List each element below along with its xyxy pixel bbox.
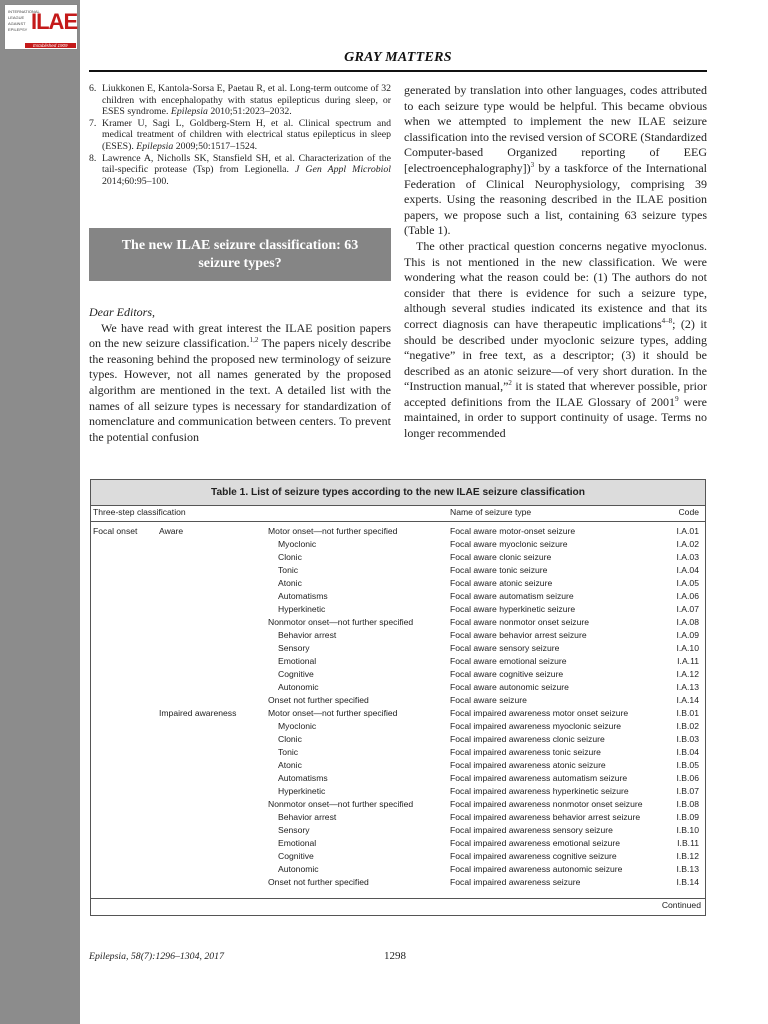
reference-item: 8. Lawrence A, Nicholls SK, Stansfield SH, et al. Characterization of the tail-specific protease (Tsp) from Legionella. J Gen Appl Microbiol 2014;60:95–100. bbox=[89, 152, 391, 187]
cell-code: I.A.01 bbox=[676, 526, 699, 536]
table-row bbox=[91, 655, 705, 668]
paragraph: generated by translation into other languages, codes attributed to each seizure type would be helpful. This became obvious when we attempted to implement the new ILAE seizure classification into the revised version of SCORE (Standardized Computer-based Organized reporting of EEG [electroencephalography])$^3$ by a taskforce of the International Federation of Clinical Neurophysiology, comprising 39 experts. Using the reasoning described in the ILAE position papers, we propose such a list, containing 63 seizure types (Table 1). bbox=[404, 83, 707, 238]
cell-code: I.B.04 bbox=[676, 747, 699, 757]
cell-classification: Clonic bbox=[278, 552, 302, 562]
cell-code: I.B.05 bbox=[676, 760, 699, 770]
table-row bbox=[91, 668, 705, 681]
cell-code: I.A.07 bbox=[676, 604, 699, 614]
paragraph: We have read with great interest the ILAE position papers on the new seizure classification.$^{1,2}$ The papers nicely describe the reasoning behind the proposed new terminology of seizure types. However, not all names generated by the proposed algorithm are mentioned in the text. A detailed list with the names of all seizure types is necessary for standardization of nomenclature and communication between centers. To prevent the potential confusion bbox=[89, 320, 391, 444]
table-row bbox=[91, 733, 705, 746]
cell-classification: Myoclonic bbox=[278, 721, 317, 731]
cell-classification: Emotional bbox=[278, 838, 317, 848]
cell-seizure-name: Focal aware atonic seizure bbox=[450, 578, 553, 588]
cell-classification: Cognitive bbox=[278, 669, 314, 679]
table-row bbox=[91, 720, 705, 733]
article-title: The new ILAE seizure classification: 63 seizure types? bbox=[121, 237, 359, 271]
cell-code: I.A.10 bbox=[676, 643, 699, 653]
cell-seizure-name: Focal impaired awareness automatism seizure bbox=[450, 773, 628, 783]
cell-classification: Cognitive bbox=[278, 851, 314, 861]
logo-mark: ILAE bbox=[31, 9, 78, 34]
table-row bbox=[91, 837, 705, 850]
table-row bbox=[91, 746, 705, 759]
table-row bbox=[91, 785, 705, 798]
table-bottom-rule bbox=[91, 898, 705, 899]
table-continued: Continued bbox=[661, 900, 701, 910]
table-row bbox=[91, 707, 705, 720]
cell-code: I.A.12 bbox=[676, 669, 699, 679]
cell-classification: Tonic bbox=[278, 565, 299, 575]
cell-seizure-name: Focal aware behavior arrest seizure bbox=[450, 630, 587, 640]
cell-seizure-name: Focal impaired awareness atonic seizure bbox=[450, 760, 606, 770]
table-row bbox=[91, 694, 705, 707]
cell-classification: Motor onset—not further specified bbox=[268, 708, 398, 718]
cell-code: I.A.03 bbox=[676, 552, 699, 562]
cell-classification: Sensory bbox=[278, 825, 310, 835]
cell-classification: Onset not further specified bbox=[268, 877, 369, 887]
paragraph: The other practical question concerns negative myoclonus. This is not mentioned in the new classification. We were wondering what the reason could be: (1) The authors do not consider that there is evidence for such a seizure type, although several studies indicated its existence and that its correct diagnosis can have therapeutic implications$^{4-8}$; (2) it should be described under myoclonic seizure types, adding “negative” in free text, as a descriptor; (3) it should be described as an atonic seizure—of very short duration. In the “Instruction manual,”$^2$ it is stated that wherever possible, prior accepted definitions from the ILAE Glossary of 2001$^9$ were maintained, in order to support continuity of usage. Terms no longer recommended bbox=[404, 238, 708, 441]
cell-awareness: Aware bbox=[159, 526, 184, 536]
table-row bbox=[91, 850, 705, 863]
table-row bbox=[91, 525, 705, 538]
table-row bbox=[91, 798, 705, 811]
cell-classification: Nonmotor onset—not further specified bbox=[268, 617, 414, 627]
article-title-box bbox=[89, 228, 391, 281]
reference-list bbox=[89, 83, 391, 187]
cell-seizure-name: Focal impaired awareness tonic seizure bbox=[450, 747, 601, 757]
cell-classification: Behavior arrest bbox=[278, 812, 337, 822]
table-row bbox=[91, 642, 705, 655]
cell-code: I.B.12 bbox=[676, 851, 699, 861]
cell-code: I.A.13 bbox=[676, 682, 699, 692]
cell-code: I.A.04 bbox=[676, 565, 699, 575]
cell-classification: Autonomic bbox=[278, 864, 319, 874]
table-row bbox=[91, 551, 705, 564]
cell-seizure-name: Focal aware cognitive seizure bbox=[450, 669, 564, 679]
table-row bbox=[91, 876, 705, 889]
seizure-types-table bbox=[90, 479, 706, 916]
table-row bbox=[91, 616, 705, 629]
header-code: Code bbox=[678, 507, 699, 517]
header-rule bbox=[89, 70, 707, 72]
table-row bbox=[91, 772, 705, 785]
cell-code: I.A.09 bbox=[676, 630, 699, 640]
cell-classification: Nonmotor onset—not further specified bbox=[268, 799, 414, 809]
cell-code: I.B.10 bbox=[676, 825, 699, 835]
footer-journal: Epilepsia, 58(7):1296–1304, 2017 bbox=[89, 951, 224, 962]
cell-seizure-name: Focal impaired awareness cognitive seizure bbox=[450, 851, 617, 861]
cell-classification: Onset not further specified bbox=[268, 695, 369, 705]
table-row bbox=[91, 863, 705, 876]
cell-seizure-name: Focal impaired awareness emotional seizure bbox=[450, 838, 621, 848]
cell-classification: Emotional bbox=[278, 656, 317, 666]
cell-onset: Focal onset bbox=[93, 526, 138, 536]
table-body bbox=[91, 525, 705, 889]
running-title: GRAY MATTERS bbox=[344, 50, 452, 65]
cell-code: I.B.01 bbox=[676, 708, 699, 718]
cell-classification: Automatisms bbox=[278, 773, 328, 783]
table-row bbox=[91, 590, 705, 603]
cell-code: I.B.03 bbox=[676, 734, 699, 744]
cell-seizure-name: Focal aware motor-onset seizure bbox=[450, 526, 576, 536]
salutation: Dear Editors, bbox=[89, 305, 155, 319]
cell-seizure-name: Focal aware emotional seizure bbox=[450, 656, 567, 666]
cell-seizure-name: Focal aware autonomic seizure bbox=[450, 682, 569, 692]
cell-code: I.A.08 bbox=[676, 617, 699, 627]
cell-awareness: Impaired awareness bbox=[159, 708, 237, 718]
cell-seizure-name: Focal impaired awareness behavior arrest seizure bbox=[450, 812, 641, 822]
cell-classification: Atonic bbox=[278, 578, 302, 588]
cell-classification: Sensory bbox=[278, 643, 310, 653]
cell-seizure-name: Focal aware seizure bbox=[450, 695, 527, 705]
table-row bbox=[91, 824, 705, 837]
cell-seizure-name: Focal aware hyperkinetic seizure bbox=[450, 604, 576, 614]
cell-classification: Clonic bbox=[278, 734, 302, 744]
table-row bbox=[91, 681, 705, 694]
cell-code: I.A.14 bbox=[676, 695, 699, 705]
cell-seizure-name: Focal aware myoclonic seizure bbox=[450, 539, 568, 549]
cell-code: I.B.02 bbox=[676, 721, 699, 731]
cell-seizure-name: Focal aware nonmotor onset seizure bbox=[450, 617, 590, 627]
reference-item: 7. Kramer U, Sagi L, Goldberg-Stern H, et al. Clinical spectrum and medical treatment of children with electrical status epilepticus in sleep (ESES). Epilepsia 2009;50:1517–1524. bbox=[89, 117, 391, 152]
cell-seizure-name: Focal impaired awareness motor onset seizure bbox=[450, 708, 629, 718]
cell-seizure-name: Focal aware clonic seizure bbox=[450, 552, 552, 562]
cell-code: I.A.11 bbox=[677, 656, 699, 666]
cell-classification: Behavior arrest bbox=[278, 630, 337, 640]
logo-established: Established 1909 bbox=[25, 43, 76, 48]
cell-classification: Automatisms bbox=[278, 591, 328, 601]
cell-code: I.B.13 bbox=[676, 864, 699, 874]
logo-org-text: INTERNATIONAL LEAGUE AGAINST EPILEPSY bbox=[8, 9, 40, 32]
table-row bbox=[91, 538, 705, 551]
table-row bbox=[91, 603, 705, 616]
table-row bbox=[91, 629, 705, 642]
cell-seizure-name: Focal impaired awareness myoclonic seizure bbox=[450, 721, 621, 731]
cell-seizure-name: Focal impaired awareness seizure bbox=[450, 877, 581, 887]
left-gray-band bbox=[0, 0, 80, 1024]
cell-classification: Myoclonic bbox=[278, 539, 317, 549]
cell-seizure-name: Focal aware sensory seizure bbox=[450, 643, 560, 653]
cell-seizure-name: Focal impaired awareness nonmotor onset seizure bbox=[450, 799, 643, 809]
table-row bbox=[91, 564, 705, 577]
cell-seizure-name: Focal aware automatism seizure bbox=[450, 591, 574, 601]
cell-code: I.B.09 bbox=[676, 812, 699, 822]
cell-code: I.A.05 bbox=[676, 578, 699, 588]
right-column-body bbox=[404, 83, 707, 442]
cell-seizure-name: Focal impaired awareness clonic seizure bbox=[450, 734, 605, 744]
table-row bbox=[91, 811, 705, 824]
cell-code: I.B.08 bbox=[676, 799, 699, 809]
table-row bbox=[91, 759, 705, 772]
cell-seizure-name: Focal aware tonic seizure bbox=[450, 565, 548, 575]
cell-seizure-name: Focal impaired awareness autonomic seizure bbox=[450, 864, 623, 874]
ilae-logo bbox=[4, 4, 78, 50]
cell-code: I.B.07 bbox=[676, 786, 699, 796]
table-row bbox=[91, 577, 705, 590]
table-caption: Table 1. List of seizure types according to the new ILAE seizure classification bbox=[91, 480, 705, 506]
cell-classification: Atonic bbox=[278, 760, 302, 770]
header-classification: Three-step classification bbox=[93, 507, 186, 517]
page-number: 1298 bbox=[384, 950, 406, 962]
table-header-rule bbox=[91, 521, 705, 522]
cell-seizure-name: Focal impaired awareness sensory seizure bbox=[450, 825, 613, 835]
header-name: Name of seizure type bbox=[450, 507, 532, 517]
cell-classification: Motor onset—not further specified bbox=[268, 526, 398, 536]
table-header bbox=[91, 507, 705, 520]
cell-classification: Autonomic bbox=[278, 682, 319, 692]
left-column-body bbox=[89, 305, 391, 445]
cell-classification: Tonic bbox=[278, 747, 299, 757]
cell-code: I.A.02 bbox=[676, 539, 699, 549]
reference-item: 6. Liukkonen E, Kantola-Sorsa E, Paetau R, et al. Long-term outcome of 32 children with encephalopathy with status epilepticus during sleep, or ESES syndrome. Epilepsia 2010;51:2023–2032. bbox=[89, 83, 391, 118]
cell-classification: Hyperkinetic bbox=[278, 786, 326, 796]
cell-code: I.B.06 bbox=[676, 773, 699, 783]
cell-seizure-name: Focal impaired awareness hyperkinetic seizure bbox=[450, 786, 629, 796]
cell-code: I.A.06 bbox=[676, 591, 699, 601]
cell-code: I.B.14 bbox=[676, 877, 699, 887]
cell-code: I.B.11 bbox=[677, 838, 699, 848]
cell-classification: Hyperkinetic bbox=[278, 604, 326, 614]
